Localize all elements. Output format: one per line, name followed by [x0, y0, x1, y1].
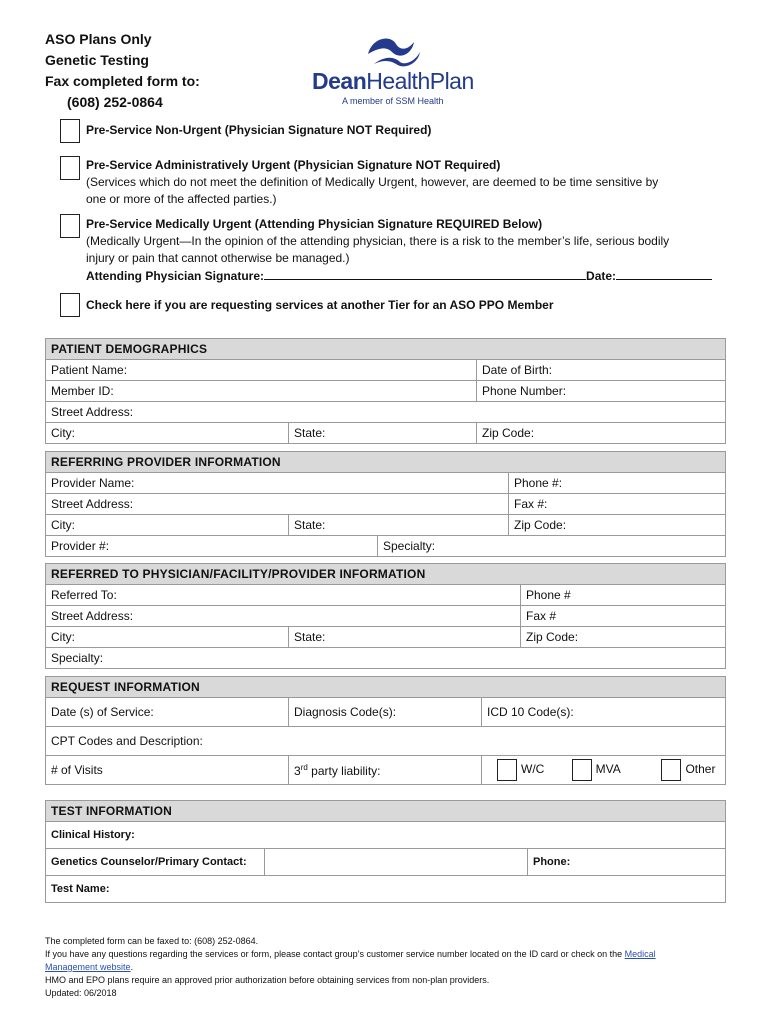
wc-label: W/C — [521, 762, 545, 777]
signature-line[interactable] — [264, 267, 586, 280]
dean-health-plan-logo — [312, 34, 482, 114]
footer-fax-line: The completed form can be faxed to: (608) 252-0864. — [45, 936, 259, 946]
counselor-input[interactable] — [265, 849, 528, 876]
header-line2: Genetic Testing — [45, 52, 149, 68]
mva-checkbox[interactable] — [572, 759, 592, 781]
test-info-table — [45, 800, 726, 903]
option-non-urgent: Pre-Service Non-Urgent (Physician Signature NOT Required) — [86, 123, 432, 137]
medical-management-link[interactable]: Medical — [624, 949, 656, 959]
option-medically-urgent: Pre-Service Medically Urgent (Attending Physician Signature REQUIRED Below) (Medically Urgent—In the opinion of the attending physician, there is a risk to the member’s life, serious bodily injury or pain that cannot otherwise be managed.) Attending Physician Signature: Date: — [86, 216, 712, 285]
option-admin-urgent-checkbox[interactable] — [60, 156, 80, 180]
option-medically-urgent-checkbox[interactable] — [60, 214, 80, 238]
request-heading: REQUEST INFORMATION — [46, 677, 726, 698]
logo-swoosh-icon — [364, 34, 424, 68]
patient-dob-field[interactable]: Date of Birth: — [477, 360, 726, 381]
referred-phone-field[interactable]: Phone # — [521, 585, 726, 606]
test-heading: TEST INFORMATION — [46, 801, 726, 822]
patient-name-field[interactable]: Patient Name: — [46, 360, 477, 381]
header-fax-number: (608) 252-0864 — [67, 94, 163, 110]
clinical-history-field[interactable]: Clinical History: — [46, 822, 726, 849]
patient-city-field[interactable]: City: — [46, 423, 289, 444]
other-label: Other — [685, 762, 716, 777]
referred-to-table — [45, 563, 726, 669]
footer-updated-line: Updated: 06/2018 — [45, 988, 117, 998]
test-name-field[interactable]: Test Name: — [46, 876, 726, 903]
wc-checkbox[interactable] — [497, 759, 517, 781]
mva-label: MVA — [595, 762, 621, 777]
header-block — [45, 29, 200, 113]
member-id-field[interactable]: Member ID: — [46, 381, 477, 402]
referred-street-field[interactable]: Street Address: — [46, 606, 521, 627]
patient-street-field[interactable]: Street Address: — [46, 402, 726, 423]
counselor-label: Genetics Counselor/Primary Contact: — [46, 849, 265, 876]
referring-state-field[interactable]: State: — [289, 515, 509, 536]
referring-name-field[interactable]: Provider Name: — [46, 473, 509, 494]
request-info-table — [45, 676, 726, 785]
referring-provider-table — [45, 451, 726, 557]
referred-heading: REFERRED TO PHYSICIAN/FACILITY/PROVIDER INFORMATION — [46, 564, 726, 585]
liability-options — [482, 756, 726, 785]
patient-zip-field[interactable]: Zip Code: — [477, 423, 726, 444]
counselor-phone-field[interactable]: Phone: — [528, 849, 726, 876]
service-dates-field[interactable]: Date (s) of Service: — [46, 698, 289, 727]
referred-city-field[interactable]: City: — [46, 627, 289, 648]
referring-fax-field[interactable]: Fax #: — [509, 494, 726, 515]
option-admin-urgent: Pre-Service Administratively Urgent (Physician Signature NOT Required) (Services which do not meet the definition of Medically Urgent, however, are deemed to be time sensitive by one or more of the affected parties.) — [86, 158, 659, 206]
medical-management-link-cont[interactable]: Management website — [45, 962, 131, 972]
patient-heading: PATIENT DEMOGRAPHICS — [46, 339, 726, 360]
referring-phone-field[interactable]: Phone #: — [509, 473, 726, 494]
patient-demographics-table — [45, 338, 726, 444]
other-checkbox[interactable] — [661, 759, 681, 781]
logo-wordmark: DeanHealthPlan — [312, 68, 474, 94]
provider-number-field[interactable]: Provider #: — [46, 536, 378, 557]
referred-fax-field[interactable]: Fax # — [521, 606, 726, 627]
date-label: Date: — [586, 269, 617, 283]
footer-notes: The completed form can be faxed to: (608) 252-0864. If you have any questions regarding the services or form, please contact group’s customer service number located on the ID card or check on the Medical Management website. HMO and EPO plans require an approved prior authorization before obtaining services from non-plan providers. Updated: 06/2018 — [45, 935, 725, 1000]
option-other-tier: Check here if you are requesting services at another Tier for an ASO PPO Member — [86, 298, 554, 312]
referring-street-field[interactable]: Street Address: — [46, 494, 509, 515]
third-party-liability: 3rd party liability: — [289, 756, 482, 785]
referring-specialty-field[interactable]: Specialty: — [378, 536, 726, 557]
logo-tagline: A member of SSM Health — [342, 96, 444, 106]
date-line[interactable] — [616, 267, 712, 280]
referred-to-field[interactable]: Referred To: — [46, 585, 521, 606]
signature-label: Attending Physician Signature: — [86, 269, 265, 283]
diagnosis-codes-field[interactable]: Diagnosis Code(s): — [289, 698, 482, 727]
patient-phone-field[interactable]: Phone Number: — [477, 381, 726, 402]
referred-state-field[interactable]: State: — [289, 627, 521, 648]
cpt-codes-field[interactable]: CPT Codes and Description: — [46, 727, 726, 756]
referring-city-field[interactable]: City: — [46, 515, 289, 536]
option-other-tier-checkbox[interactable] — [60, 293, 80, 317]
patient-state-field[interactable]: State: — [289, 423, 477, 444]
header-line1: ASO Plans Only — [45, 31, 152, 47]
footer-questions-line: If you have any questions regarding the services or form, please contact group’s customer service number located on the ID card or check on the Medical — [45, 949, 656, 959]
header-line3: Fax completed form to: — [45, 73, 200, 89]
footer-hmo-line: HMO and EPO plans require an approved prior authorization before obtaining services from non-plan providers. — [45, 975, 490, 985]
referring-zip-field[interactable]: Zip Code: — [509, 515, 726, 536]
visits-field[interactable]: # of Visits — [46, 756, 289, 785]
referring-heading: REFERRING PROVIDER INFORMATION — [46, 452, 726, 473]
icd10-codes-field[interactable]: ICD 10 Code(s): — [482, 698, 726, 727]
referred-specialty-field[interactable]: Specialty: — [46, 648, 726, 669]
option-non-urgent-checkbox[interactable] — [60, 119, 80, 143]
referred-zip-field[interactable]: Zip Code: — [521, 627, 726, 648]
